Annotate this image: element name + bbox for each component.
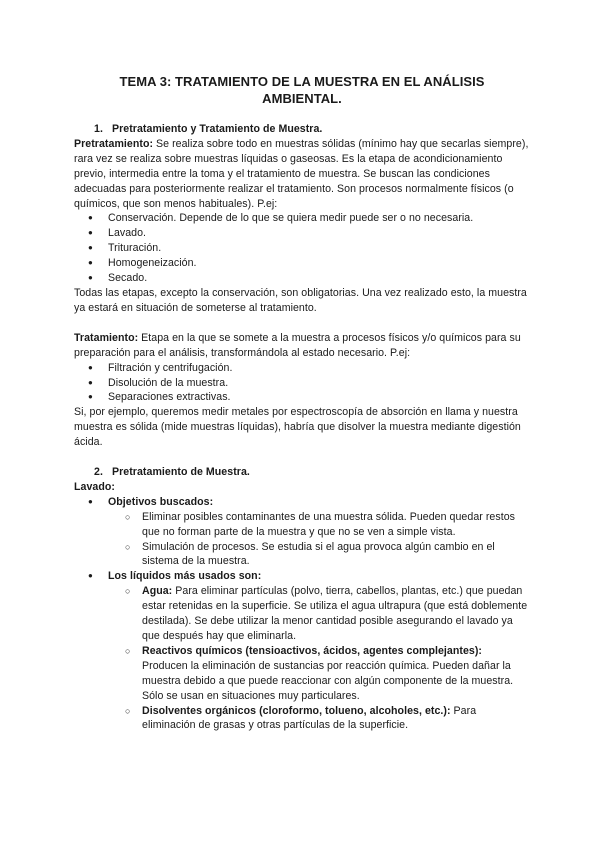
section-1-number: 1. [94, 123, 103, 135]
tratamiento-list [74, 361, 530, 406]
section-1-heading [74, 122, 530, 137]
list-item: ● Disolución de la muestra. [74, 376, 530, 391]
spacer [74, 316, 530, 331]
agua-text: Para eliminar partículas (polvo, tierra, cabellos, plantas, etc.) que puedan estar retenidas en la superficie. Se utiliza el agua ultrapura (que está doblemente destilada). Se debe utilizar la menor cantidad posible asegurando el lavado ya que después hay que eliminarla. [142, 585, 528, 642]
tratamiento-paragraph [74, 331, 530, 361]
tratamiento-label: Tratamiento: [74, 331, 139, 344]
lavado-list [74, 495, 530, 734]
lavado-subheading [74, 480, 530, 495]
list-item: ● Homogeneización. [74, 256, 530, 271]
list-item-objetivos [74, 495, 530, 570]
reactivos-text: Producen la eliminación de sustancias por reacción química. Pueden dañar la muestra debido a que puede reaccionar con algún componente de la muestra. Sólo se usan en situaciones muy particulares. [142, 659, 514, 702]
sublist-item: ○ Eliminar posibles contaminantes de una muestra sólida. Pueden quedar restos que no forman parte de la muestra y que no se ven a simple vista. [74, 510, 530, 540]
list-item: ● Filtración y centrifugación. [74, 361, 530, 376]
agua-label: Agua: [142, 585, 173, 598]
liquidos-label: Los líquidos más usados son: [108, 570, 262, 583]
lavado-label: Lavado: [74, 480, 115, 493]
list-item-liquidos [74, 569, 530, 733]
sublist-item-reactivos [74, 644, 530, 704]
document-page [74, 73, 530, 733]
page-title: TEMA 3: TRATAMIENTO DE LA MUESTRA EN EL ANÁLISIS AMBIENTAL. [119, 74, 485, 106]
objetivos-sublist [74, 510, 530, 570]
disolventes-text: Para eliminación de grasas y otras partículas de la superficie. [142, 704, 477, 732]
list-item: ● Separaciones extractivas. [74, 390, 530, 405]
list-item: ● Trituración. [74, 241, 530, 256]
pretratamiento-paragraph [74, 137, 530, 212]
tratamiento-closing: Si, por ejemplo, queremos medir metales por espectroscopía de absorción en llama y nuestra muestra es sólida (mide muestras líquidas), habría que disolver la muestra mediante digestión ácida. [74, 406, 521, 449]
spacer [74, 450, 530, 465]
liquidos-sublist [74, 584, 530, 733]
sublist-item: ○ Simulación de procesos. Se estudia si el agua provoca algún cambio en el sistema de la muestra. [74, 540, 530, 570]
section-2-heading-text: Pretratamiento de Muestra. [112, 466, 250, 479]
list-item: ● Secado. [74, 271, 530, 286]
disolventes-label: Disolventes orgánicos (cloroformo, tolueno, alcoholes, etc.): [142, 704, 451, 717]
pretratamiento-closing: Todas las etapas, excepto la conservación, son obligatorias. Una vez realizado esto, la muestra ya estará en situación de someterse al tratamiento. [74, 286, 527, 314]
sublist-item-agua [74, 584, 530, 644]
list-item: ● Lavado. [74, 226, 530, 241]
pretratamiento-label: Pretratamiento: [74, 137, 154, 150]
tratamiento-text: Etapa en la que se somete a la muestra a procesos físicos y/o químicos para su preparación para el análisis, transformándola al estado necesario. P.ej: [74, 331, 521, 359]
reactivos-label: Reactivos químicos (tensioactivos, ácidos, agentes complejantes): [142, 644, 482, 657]
section-2-heading [74, 465, 530, 480]
pretratamiento-text: Se realiza sobre todo en muestras sólidas (mínimo hay que secarlas siempre), rara vez se realiza sobre muestras líquidas o gaseosas. Es la etapa de acondicionamiento previo, intermedia entre la toma y el tratamiento de muestra. Se buscan las condiciones adecuadas para posteriormente realizar el tratamiento. Son procesos normalmente físicos (o químicos, que son menos habituales). P.ej: [74, 137, 529, 210]
section-1-heading-text: Pretratamiento y Tratamiento de Muestra. [112, 123, 323, 135]
pretratamiento-list [74, 211, 530, 286]
list-item: ● Conservación. Depende de lo que se quiera medir puede ser o no necesaria. [74, 211, 530, 226]
objetivos-label: Objetivos buscados: [108, 495, 214, 508]
section-2-number: 2. [94, 466, 103, 479]
sublist-item-disolventes [74, 704, 530, 734]
